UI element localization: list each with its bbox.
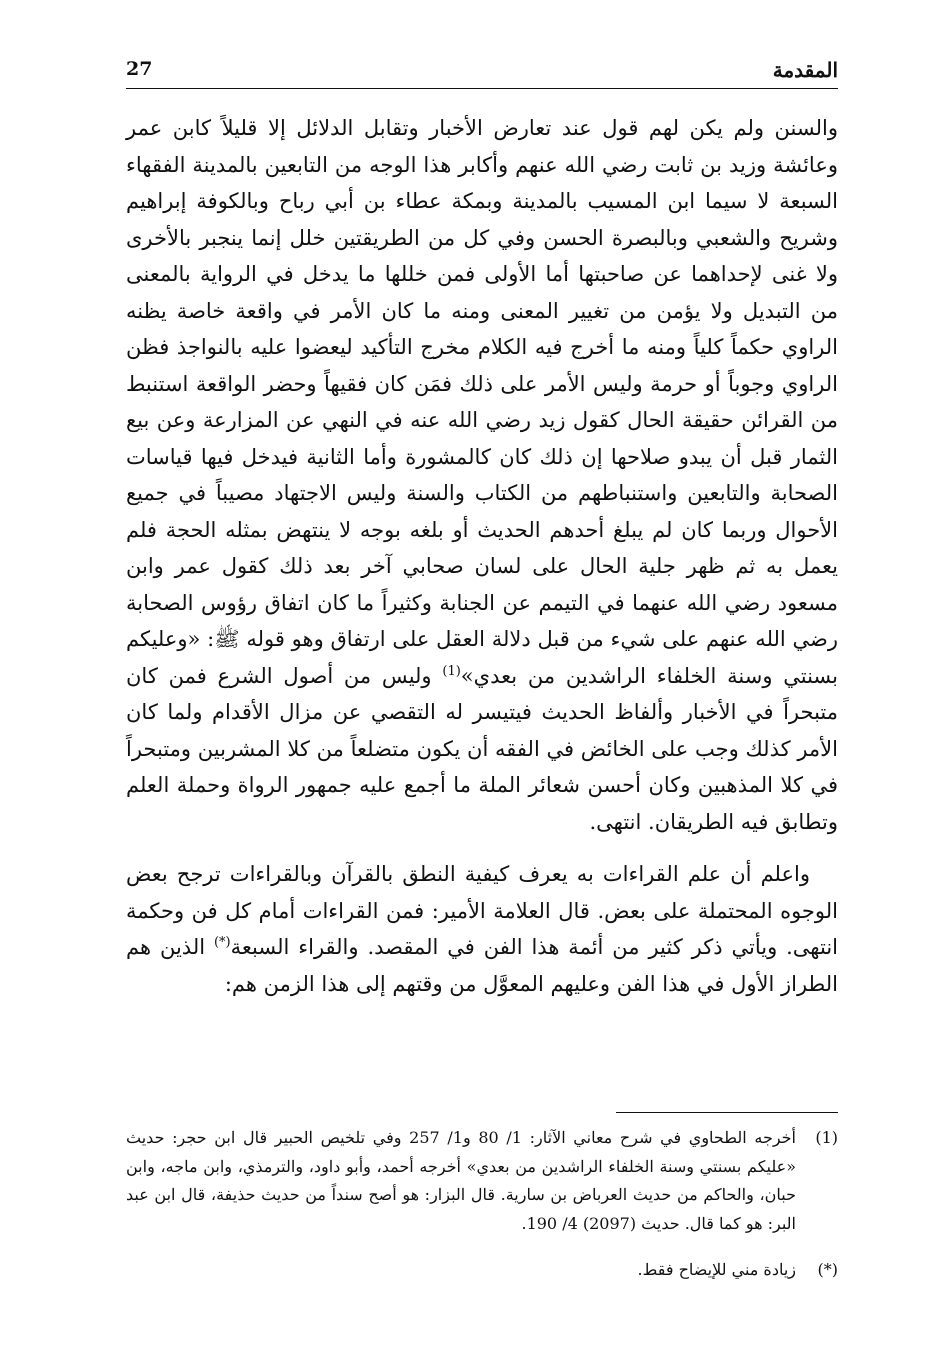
paragraph-2 [126, 856, 838, 1002]
page-number: 27 [126, 58, 153, 80]
paragraph-1-text-a: والسنن ولم يكن لهم قول عند تعارض الأخبار وتقابل الدلائل إلا قليلاً كابن عمر وعائشة وزيد بن ثابت رضي الله عنهم وأكابر هذا الوجه من التابعين بالمدينة الفقهاء السبعة لا سيما ابن المسيب بالمدينة وبمكة عطاء بن أبي رباح وبالكوفة إبراهيم وشريح والشعبي وبالبصرة الحسن وفي كل من الطريقتين خلل إنما ينجبر بالأخرى ولا غنى لإحداهما عن صاحبتها أما الأولى فمن خللها ما يدخل في الرواية بالمعنى من التبديل ولا يؤمن من تغيير المعنى ومنه ما كان الأمر في واقعة خاصة يظنه الراوي حكماً كلياً ومنه ما أخرج فيه الكلام مخرج التأكيد ليعضوا عليه بالنواجذ فظن الراوي وجوباً أو حرمة وليس الأمر على ذلك فمَن كان فقيهاً وحضر الواقعة استنبط من القرائن حقيقة الحال كقول زيد رضي الله عنه في النهي عن المزارعة وعن بيع الثمار قبل أن يبدو صلاحها إن ذلك كان كالمشورة وأما الثانية فيدخل فيها قياسات الصحابة والتابعين واستنباطهم من الكتاب والسنة وليس الاجتهاد مصيباً في جميع الأحوال وربما كان لم يبلغ أحدهم الحديث أو بلغه بوجه لا ينتهض بمثله الحجة فلم يعمل به ثم ظهر جلية الحال على لسان صحابي آخر بعد ذلك كقول عمر وابن مسعود رضي الله عنهما في التيمم عن الجنابة وكثيراً ما كان اتفاق رؤوس الصحابة رضي الله عنهم على شيء من قبل دلالة العقل على ارتفاق وهو قوله ﷺ: «وعليكم بسنتي وسنة الخلفاء الراشدين من بعدي» [126, 116, 838, 688]
footnote-ref-star: (*) [213, 935, 231, 950]
footnote-text: أخرجه الطحاوي في شرح معاني الآثار: 1/ 80 و1/ 257 وفي تلخيص الحبير قال ابن حجر: حديث «عليكم بسنتي وسنة الخلفاء الراشدين من بعدي» أخرجه أحمد، وأبو داود، والترمذي، وابن ماجه، وابن حبان، والحاكم من حديث العرباض بن سارية. قال البزار: هو أصح سنداً من حديث حذيفة، قال ابن عبد البر: هو كما قال. حديث (2097) 4/ 190. [126, 1128, 797, 1233]
footnote-marker: (1) [815, 1128, 838, 1147]
footnote-star [126, 1256, 838, 1285]
running-title: المقدمة [772, 58, 838, 82]
footnote-separator [616, 1112, 838, 1113]
paragraph-1 [126, 110, 838, 840]
footnote-marker: (*) [817, 1260, 838, 1279]
page-header [126, 52, 838, 89]
paragraph-2-text-b: الذين هم الطراز الأول في هذا الفن وعليهم المعوَّل من وقتهم إلى هذا الزمن هم: [126, 935, 838, 996]
footnote-1 [126, 1124, 838, 1238]
footnote-text: زيادة مني للإيضاح فقط. [637, 1260, 796, 1279]
paragraph-1-text-b: وليس من أصول الشرع فمن كان متبحراً في الأخبار وألفاظ الحديث فيتيسر له التقصي عن مزال الأقدام ولما كان الأمر كذلك وجب على الخائض في الفقه أن يكون متضلعاً من كلا المشربين ومتبحراً في كلا المذهبين وكان أحسن شعائر الملة ما أجمع عليه جمهور الرواة وحملة العلم وتطابق فيه الطريقان. انتهى. [126, 663, 838, 834]
footnotes [126, 1124, 838, 1285]
footnote-ref-1: (1) [442, 663, 461, 679]
paragraph-2-text-a: واعلم أن علم القراءات به يعرف كيفية النطق بالقرآن وبالقراءات ترجح بعض الوجوه المحتملة على بعض. قال العلامة الأمير: فمن القراءات أمام كل فن وحكمة انتهى. ويأتي ذكر كثير من أئمة هذا الفن في المقصد. والقراء السبعة [126, 862, 838, 959]
main-text [126, 110, 838, 1002]
